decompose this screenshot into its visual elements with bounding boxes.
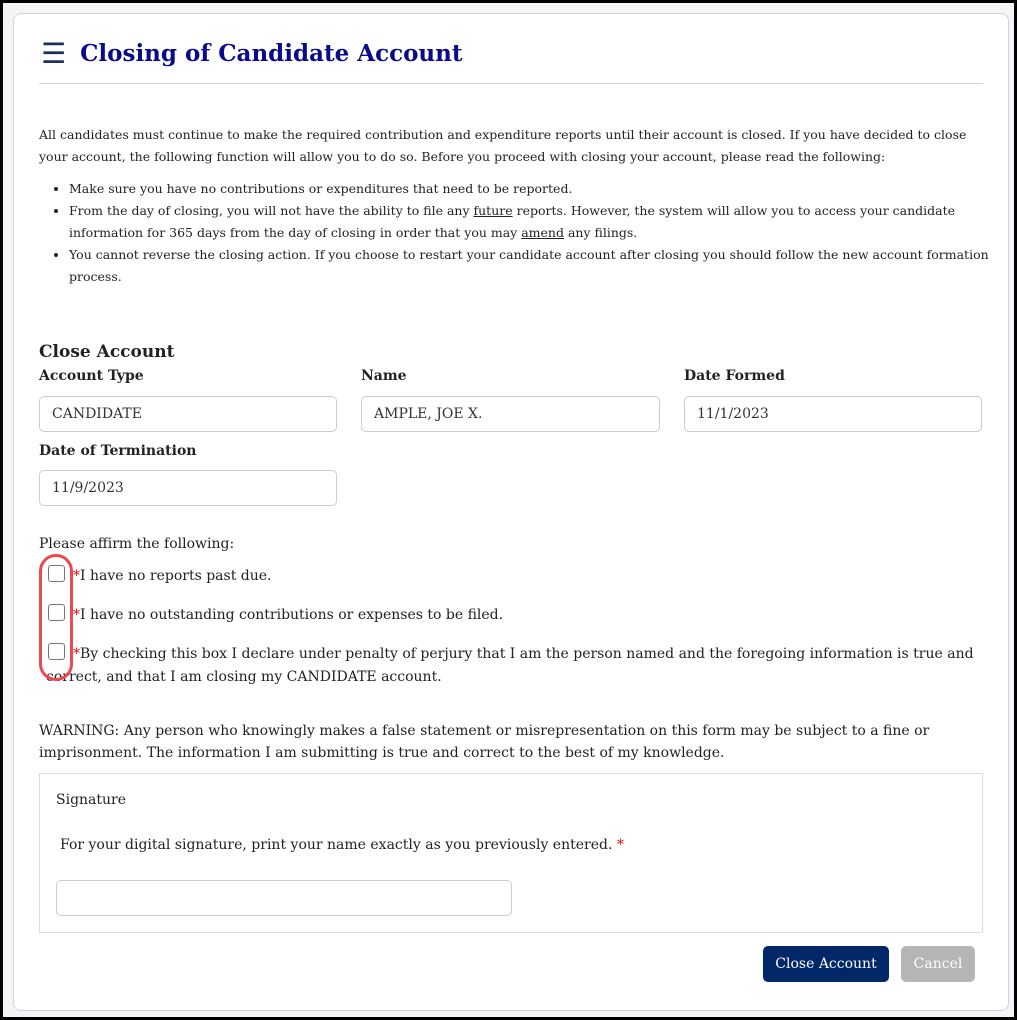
termination-date-field[interactable]: 11/9/2023 <box>39 470 337 506</box>
warning-text: WARNING: Any person who knowingly makes a false statement or misrepresentation on this form may be subject to a fine or imprisonment. The information I am submitting is true and correct to the best of my knowledge. <box>39 723 930 761</box>
prompt-text: For your digital signature, print your name exactly as you previously entered. <box>60 837 613 853</box>
instruction-list <box>39 178 989 288</box>
instructions <box>39 124 989 288</box>
required-mark: * <box>73 646 80 662</box>
close-account-card <box>13 13 1009 1011</box>
instruction-item <box>69 200 989 244</box>
affirm-heading: Please affirm the following: <box>39 536 235 552</box>
affirm-item-1 <box>73 565 272 588</box>
name-label: Name <box>361 368 407 384</box>
date-formed-field[interactable]: 11/1/2023 <box>684 396 982 432</box>
affirm-item-2 <box>73 604 503 627</box>
page-header <box>39 37 983 84</box>
cancel-button[interactable]: Cancel <box>901 946 975 982</box>
close-account-button[interactable]: Close Account <box>763 946 889 982</box>
text: From the day of closing, you will not have the ability to file any <box>69 203 474 218</box>
future-text: future <box>473 203 513 218</box>
name-field[interactable]: AMPLE, JOE X. <box>361 396 660 432</box>
instruction-item: • Make sure you have no contributions or expenditures that need to be reported. <box>69 178 989 200</box>
date-formed-label: Date Formed <box>684 368 785 384</box>
account-type-label: Account Type <box>39 368 144 384</box>
section-title: Close Account <box>39 342 175 362</box>
highlight-annotation <box>39 554 73 681</box>
page-title: Closing of Candidate Account <box>80 40 463 67</box>
text: any filings. <box>563 225 638 240</box>
page-background <box>3 3 1014 1017</box>
signature-prompt <box>60 837 624 853</box>
amend-text: amend <box>521 225 564 240</box>
signature-input[interactable] <box>56 880 512 916</box>
required-mark: * <box>73 568 80 584</box>
signature-title: Signature <box>56 792 127 808</box>
signature-panel <box>39 773 983 933</box>
affirm-text: I have no outstanding contributions or expenses to be filed. <box>80 607 504 623</box>
required-mark: * <box>73 607 80 623</box>
affirm-item-3 <box>46 643 976 689</box>
hamburger-menu-icon[interactable]: ☰ <box>41 37 67 70</box>
text: reports. However, the system will allow you to access your candidate information for 365 days from the day of closing in order that you may <box>69 203 956 240</box>
account-type-field[interactable]: CANDIDATE <box>39 396 337 432</box>
affirm-text: By checking this box I declare under penalty of perjury that I am the person named and the foregoing information is true and correct, and that I am closing my CANDIDATE account. <box>46 646 974 685</box>
intro-paragraph: All candidates must continue to make the required contribution and expenditure reports until their account is closed. If you have decided to close your account, the following function will allow you to do so. Before you proceed with closing your account, please read the following: <box>39 127 967 164</box>
required-mark: * <box>616 837 624 853</box>
termination-date-label: Date of Termination <box>39 443 197 459</box>
instruction-item: • You cannot reverse the closing action. If you choose to restart your candidate account after closing you should follow the new account formation process. <box>69 244 989 288</box>
affirm-text: I have no reports past due. <box>80 568 272 584</box>
